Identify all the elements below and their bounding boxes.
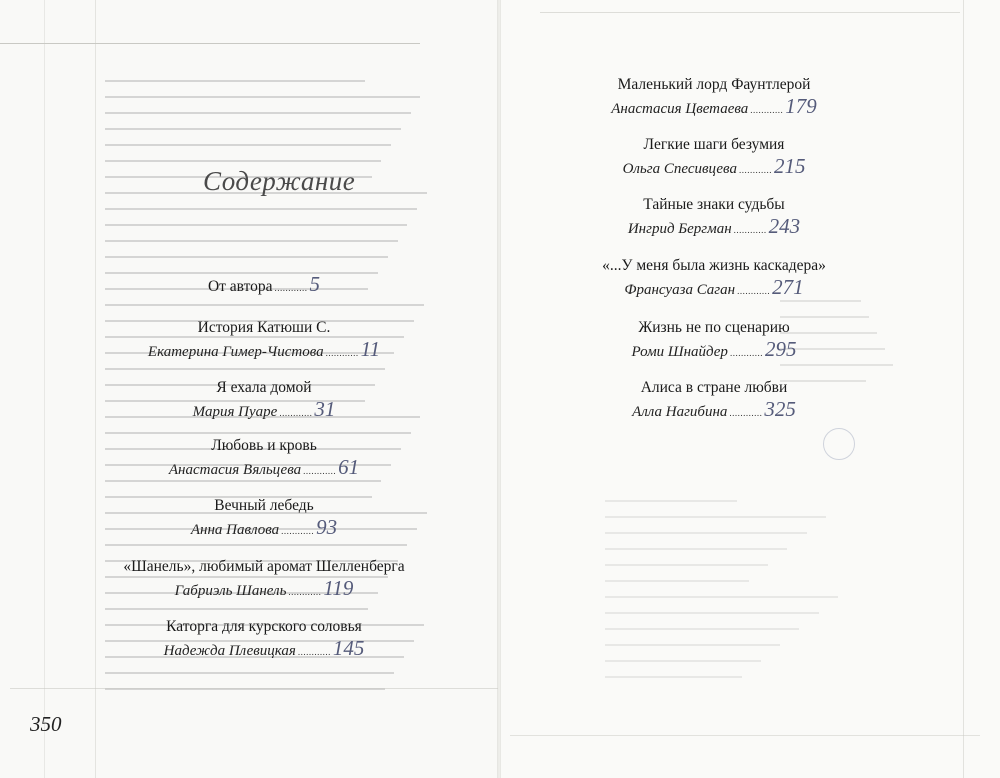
dot-leader: ............: [738, 165, 772, 175]
show-through-line: [105, 672, 394, 674]
toc-entry-title: Алиса в стране любви: [640, 379, 788, 396]
show-through-line: [105, 208, 417, 210]
dot-leader: ............: [274, 283, 308, 293]
toc-entry-title: Я ехала домой: [216, 379, 312, 396]
toc-entry-author: Анастасия Цветаева: [611, 101, 749, 117]
show-through-line: [105, 80, 365, 82]
frame-line: [510, 735, 980, 736]
toc-entry: [514, 256, 914, 303]
toc-entry-title: «Шанель», любимый аромат Шелленберга: [123, 558, 405, 575]
show-through-line: [105, 544, 407, 546]
dot-leader: ............: [325, 348, 359, 358]
toc-entry-line: [514, 337, 914, 365]
show-through-line: [605, 516, 826, 518]
show-through-line: [105, 128, 401, 130]
show-through-line: [605, 564, 768, 566]
show-through-line: [105, 96, 420, 98]
toc-entry-page-number: 179: [785, 94, 817, 118]
show-through-line: [605, 676, 742, 678]
toc-entry-page-number: 145: [332, 636, 365, 660]
toc-entry-line: [64, 455, 464, 483]
page-title: Содержание: [203, 166, 356, 196]
toc-entry-line: [514, 214, 914, 242]
toc-entry-author: Надежда Плевицкая: [163, 643, 296, 659]
toc-entry-page-number: 271: [772, 275, 804, 299]
toc-entry-page-number: 243: [768, 214, 801, 238]
toc-entry-author: Ольга Спесивцева: [622, 161, 737, 177]
dot-leader: ............: [737, 286, 771, 296]
show-through-line: [105, 112, 411, 114]
toc-entry-title: Маленький лорд Фаунтлерой: [617, 76, 811, 93]
show-through-line: [105, 240, 398, 242]
toc-entry-line: [64, 636, 464, 664]
toc-entry: [64, 557, 464, 604]
show-through-line: [605, 596, 838, 598]
book-gutter: [497, 0, 501, 778]
show-through-text-right-lower: [605, 500, 845, 700]
toc-entry: [514, 195, 914, 242]
toc-entry-line: [64, 272, 464, 300]
toc-entry-page-number: 61: [338, 455, 360, 479]
toc-entry-title: Любовь и кровь: [211, 437, 317, 454]
toc-entry-page-number: 325: [764, 397, 796, 421]
show-through-line: [605, 644, 780, 646]
toc-entry-author: Габриэль Шанель: [174, 583, 287, 599]
toc-entry-title: История Катюши С.: [197, 319, 331, 336]
dot-leader: ............: [729, 348, 763, 358]
toc-entry-author: Мария Пуаре: [192, 404, 278, 420]
toc-entry: [64, 378, 464, 425]
toc-entry-page-number: 11: [360, 337, 381, 361]
toc-entry: [64, 436, 464, 483]
page-number: 350: [30, 712, 62, 736]
toc-entry-title: «...У меня была жизнь каскадера»: [602, 257, 826, 274]
toc-entry-title: Легкие шаги безумия: [643, 136, 785, 153]
toc-entry-page-number: 31: [314, 397, 336, 421]
toc-entry-title: От автора: [207, 278, 273, 295]
show-through-stamp: [823, 428, 855, 460]
frame-line: [963, 0, 964, 778]
toc-entry-line: [64, 515, 464, 543]
toc-entry-line: [514, 275, 914, 303]
toc-entry-title: Тайные знаки судьбы: [643, 196, 785, 213]
toc-entry-page-number: 5: [309, 272, 321, 296]
show-through-line: [605, 660, 761, 662]
show-through-line: [105, 432, 411, 434]
dot-leader: ............: [733, 225, 767, 235]
toc-entry-author: Анна Павлова: [190, 522, 280, 538]
toc-entry-page-number: 119: [323, 576, 354, 600]
toc-entry-author: Роми Шнайдер: [631, 344, 728, 360]
toc-entry-title: Каторга для курского соловья: [166, 618, 362, 635]
show-through-line: [105, 368, 385, 370]
toc-entry-title: Вечный лебедь: [214, 497, 314, 514]
toc-entry: [64, 496, 464, 543]
toc-entry-line: [514, 154, 914, 182]
frame-line: [0, 43, 420, 44]
frame-line: [44, 0, 45, 778]
show-through-line: [105, 608, 368, 610]
toc-entry: [64, 617, 464, 664]
toc-entry-page-number: 295: [764, 337, 797, 361]
toc-entry-page-number: 215: [773, 154, 806, 178]
toc-entry-line: [514, 94, 914, 122]
toc-entry-author: Ингрид Бергман: [627, 221, 732, 237]
frame-line: [10, 688, 498, 689]
show-through-line: [605, 580, 749, 582]
dot-leader: ............: [279, 408, 313, 418]
show-through-line: [105, 256, 388, 258]
frame-line: [540, 12, 960, 13]
show-through-line: [105, 160, 381, 162]
toc-entry: [514, 75, 914, 122]
toc-entry: [64, 272, 464, 300]
toc-entry-author: Алла Нагибина: [632, 404, 728, 420]
dot-leader: ............: [729, 408, 763, 418]
toc-entry-page-number: 93: [316, 515, 338, 539]
toc-entry-line: [514, 397, 914, 425]
toc-entry-line: [64, 337, 464, 365]
show-through-line: [605, 612, 819, 614]
toc-entry-line: [64, 576, 464, 604]
show-through-line: [605, 548, 787, 550]
show-through-line: [605, 532, 807, 534]
show-through-line: [105, 144, 391, 146]
toc-entry-author: Анастасия Вяльцева: [168, 462, 302, 478]
toc-entry: [64, 318, 464, 365]
toc-entry-title: Жизнь не по сценарию: [638, 319, 790, 336]
show-through-line: [605, 628, 799, 630]
dot-leader: ............: [288, 587, 322, 597]
toc-entry-line: [64, 397, 464, 425]
show-through-line: [105, 224, 407, 226]
dot-leader: ............: [750, 105, 784, 115]
dot-leader: ............: [297, 647, 331, 657]
toc-entry: [514, 318, 914, 365]
dot-leader: ............: [281, 526, 315, 536]
toc-entry: [514, 135, 914, 182]
toc-entry: [514, 378, 914, 425]
show-through-line: [605, 500, 737, 502]
show-through-line: [105, 304, 424, 306]
dot-leader: ............: [303, 466, 337, 476]
toc-entry-author: Екатерина Гимер-Чистова: [147, 344, 324, 360]
toc-entry-author: Франсуаза Саган: [624, 282, 736, 298]
